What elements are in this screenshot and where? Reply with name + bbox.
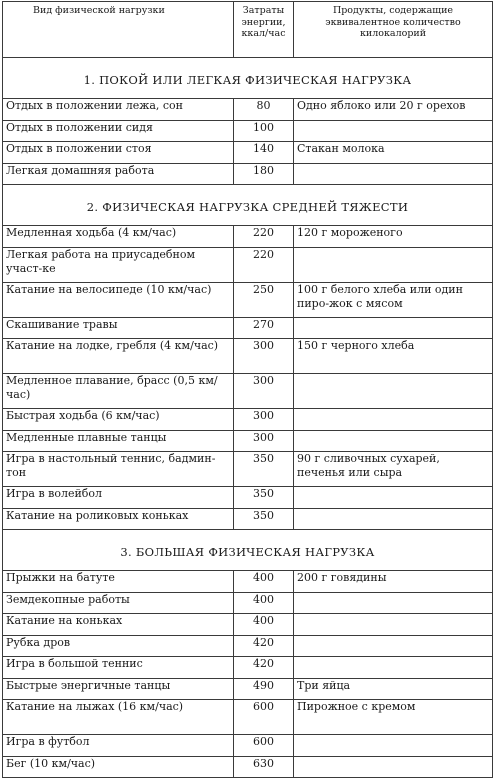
energy-cell: 220 [234, 247, 294, 282]
table-row [3, 452, 493, 487]
energy-cell: 420 [234, 635, 294, 657]
table-row [3, 508, 493, 530]
products-cell: 150 г черного хлеба [294, 339, 493, 374]
section-title: 2. ФИЗИЧЕСКАЯ НАГРУЗКА СРЕДНЕЙ ТЯЖЕСТИ [3, 185, 493, 226]
table-row [3, 635, 493, 657]
energy-cell: 300 [234, 409, 294, 431]
activity-cell: Катание на роликовых коньках [3, 508, 234, 530]
activity-cell: Скашивание травы [3, 317, 234, 339]
products-cell [294, 735, 493, 757]
energy-cell: 490 [234, 678, 294, 700]
table-row [3, 339, 493, 374]
header-products: Продукты, содержащие эквивалентное количество килокалорий [294, 2, 493, 58]
activity-cell: Катание на лыжах (16 км/час) [3, 700, 234, 735]
products-cell: Стакан молока [294, 142, 493, 164]
products-cell [294, 374, 493, 409]
activity-cell: Катание на велосипеде (10 км/час) [3, 282, 234, 317]
activity-cell: Прыжки на батуте [3, 571, 234, 593]
table-row [3, 592, 493, 614]
activity-cell: Быстрые энергичные танцы [3, 678, 234, 700]
energy-cell: 300 [234, 430, 294, 452]
table-row [3, 430, 493, 452]
table-row [3, 142, 493, 164]
energy-cell: 100 [234, 120, 294, 142]
energy-cell: 420 [234, 657, 294, 679]
activity-cell: Медленные плавные танцы [3, 430, 234, 452]
energy-cell: 140 [234, 142, 294, 164]
header-row [3, 2, 493, 58]
energy-cell: 600 [234, 735, 294, 757]
products-cell [294, 409, 493, 431]
energy-cell: 350 [234, 452, 294, 487]
header-energy: Затраты энергии, ккал/час [234, 2, 294, 58]
table-row [3, 247, 493, 282]
energy-cell: 400 [234, 571, 294, 593]
products-cell [294, 635, 493, 657]
activity-cell: Медленное плавание, брасс (0,5 км/час) [3, 374, 234, 409]
energy-cell: 630 [234, 756, 294, 778]
table-row [3, 163, 493, 185]
products-cell [294, 657, 493, 679]
products-cell [294, 247, 493, 282]
energy-cell: 180 [234, 163, 294, 185]
products-cell: 200 г говядины [294, 571, 493, 593]
activity-cell: Отдых в положении сидя [3, 120, 234, 142]
products-cell: Три яйца [294, 678, 493, 700]
table-row [3, 756, 493, 778]
table-row [3, 99, 493, 121]
products-cell [294, 614, 493, 636]
products-cell [294, 430, 493, 452]
products-cell [294, 756, 493, 778]
table-row [3, 282, 493, 317]
products-cell [294, 592, 493, 614]
energy-cell: 250 [234, 282, 294, 317]
section-row [3, 185, 493, 226]
activity-cell: Игра в футбол [3, 735, 234, 757]
activity-cell: Игра в настольный теннис, бадмин-тон [3, 452, 234, 487]
products-cell: Пирожное с кремом [294, 700, 493, 735]
table-row [3, 571, 493, 593]
energy-cell: 600 [234, 700, 294, 735]
products-cell: 100 г белого хлеба или один пиро-жок с мясом [294, 282, 493, 317]
activity-cell: Игра в большой теннис [3, 657, 234, 679]
table-row [3, 120, 493, 142]
products-cell: 120 г мороженого [294, 226, 493, 248]
activity-cell: Катание на коньках [3, 614, 234, 636]
table-row [3, 317, 493, 339]
activity-cell: Легкая домашняя работа [3, 163, 234, 185]
activity-cell: Рубка дров [3, 635, 234, 657]
products-cell [294, 508, 493, 530]
table-row [3, 735, 493, 757]
products-cell [294, 120, 493, 142]
section-title: 1. ПОКОЙ ИЛИ ЛЕГКАЯ ФИЗИЧЕСКАЯ НАГРУЗКА [3, 58, 493, 99]
section-title: 3. БОЛЬШАЯ ФИЗИЧЕСКАЯ НАГРУЗКА [3, 530, 493, 571]
energy-cell: 350 [234, 508, 294, 530]
products-cell [294, 487, 493, 509]
section-row [3, 530, 493, 571]
table-row [3, 409, 493, 431]
energy-cell: 300 [234, 339, 294, 374]
table-row [3, 700, 493, 735]
activity-cell: Игра в волейбол [3, 487, 234, 509]
table-row [3, 657, 493, 679]
activity-cell: Быстрая ходьба (6 км/час) [3, 409, 234, 431]
products-cell [294, 163, 493, 185]
energy-cell: 270 [234, 317, 294, 339]
energy-expenditure-table [2, 1, 493, 778]
products-cell: 90 г сливочных сухарей, печенья или сыра [294, 452, 493, 487]
products-cell: Одно яблоко или 20 г орехов [294, 99, 493, 121]
table-row [3, 487, 493, 509]
products-cell [294, 317, 493, 339]
activity-cell: Легкая работа на приусадебном участ-ке [3, 247, 234, 282]
table-row [3, 678, 493, 700]
table-row [3, 614, 493, 636]
activity-cell: Медленная ходьба (4 км/час) [3, 226, 234, 248]
energy-cell: 220 [234, 226, 294, 248]
table-row [3, 226, 493, 248]
table-row [3, 374, 493, 409]
energy-cell: 80 [234, 99, 294, 121]
header-activity: Вид физической нагрузки [3, 2, 234, 58]
activity-cell: Отдых в положении стоя [3, 142, 234, 164]
energy-cell: 300 [234, 374, 294, 409]
energy-cell: 400 [234, 614, 294, 636]
activity-cell: Бег (10 км/час) [3, 756, 234, 778]
activity-cell: Земдекопные работы [3, 592, 234, 614]
activity-cell: Катание на лодке, гребля (4 км/час) [3, 339, 234, 374]
section-row [3, 58, 493, 99]
energy-cell: 350 [234, 487, 294, 509]
energy-cell: 400 [234, 592, 294, 614]
table-body [3, 58, 493, 778]
activity-cell: Отдых в положении лежа, сон [3, 99, 234, 121]
